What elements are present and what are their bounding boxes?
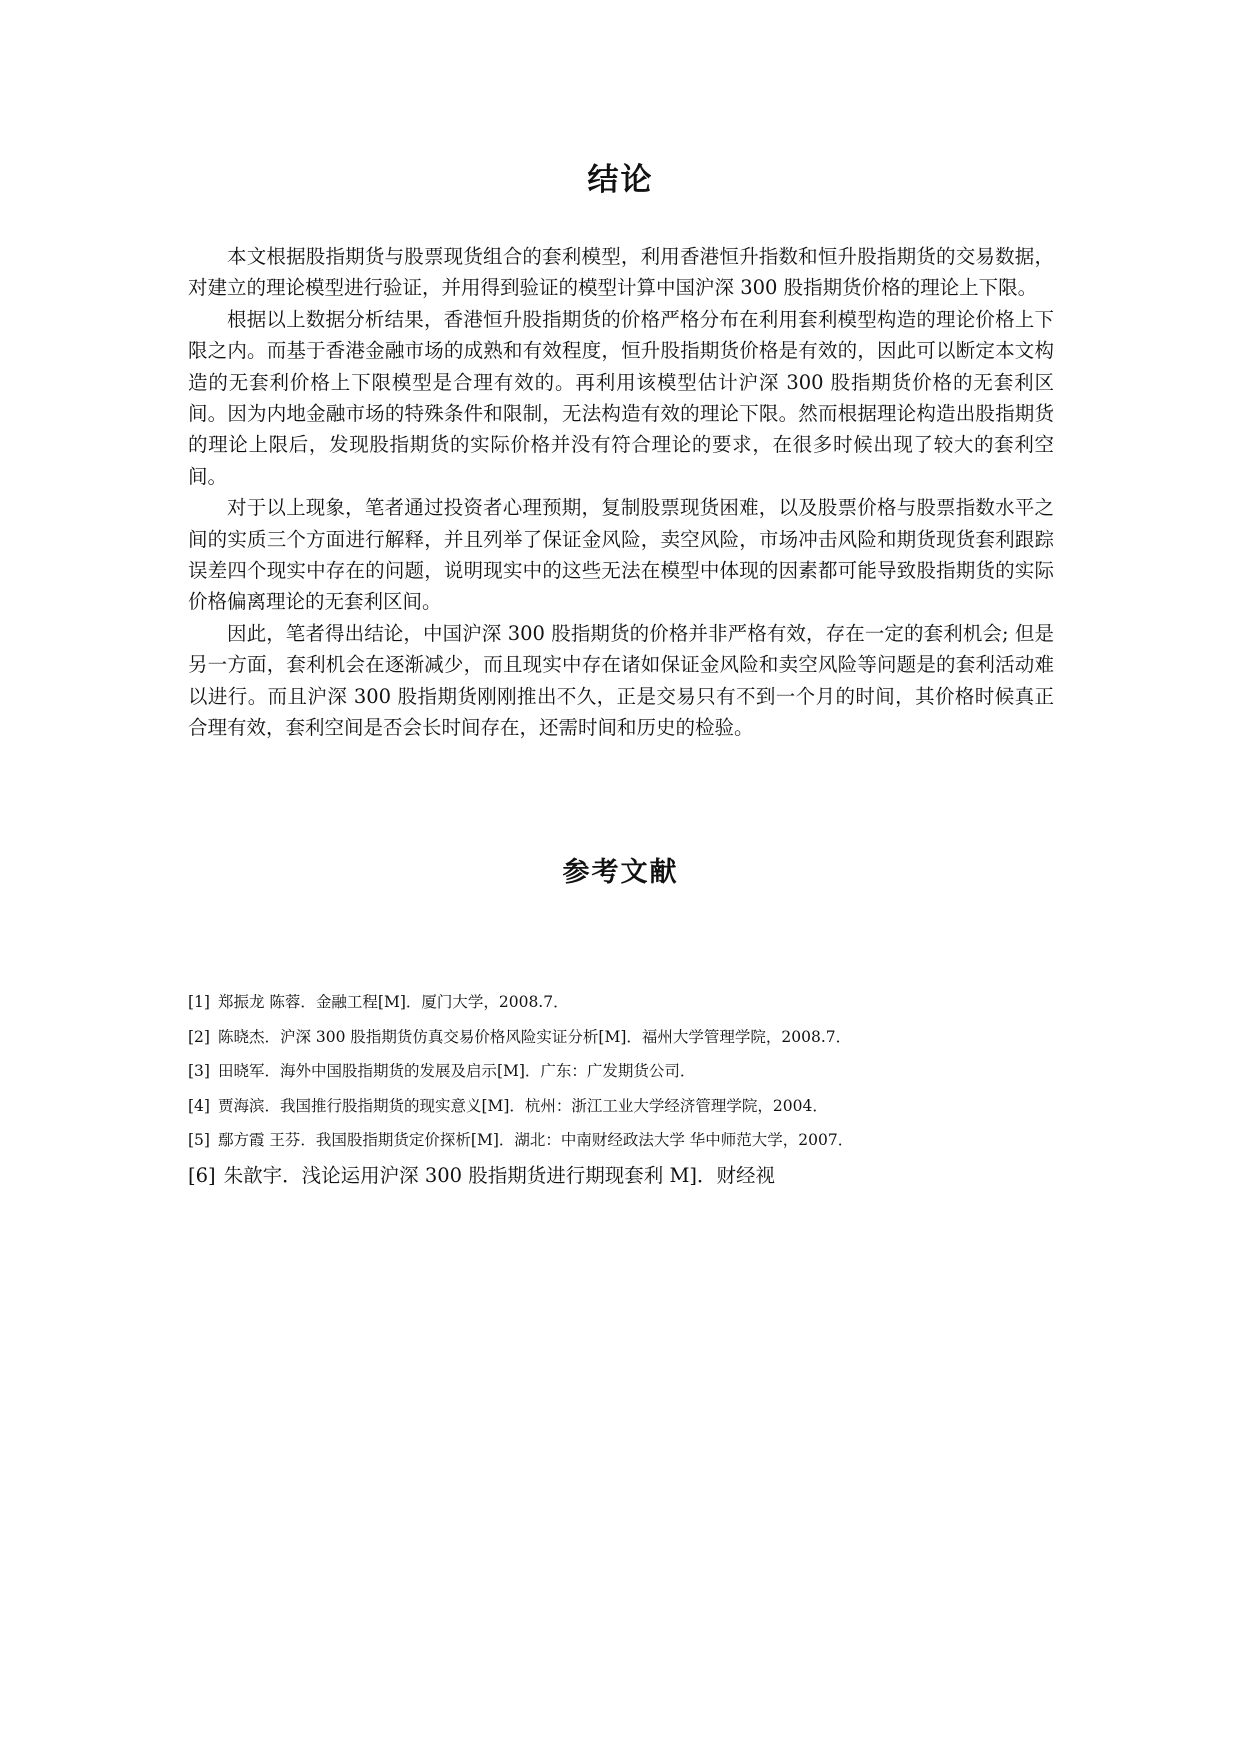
reference-text: 朱歆宇．浅论运用沪深 300 股指期货进行期现套利 M]．财经视 — [223, 1163, 776, 1187]
reference-text: 陈晓杰．沪深 300 股指期货仿真交易价格风险实证分析[M]．福州大学管理学院，2008.7． — [217, 1027, 852, 1046]
reference-item-2 — [188, 1027, 1054, 1047]
references-heading: 参考文献 — [562, 857, 679, 888]
conclusion-paragraph-4: 因此，笔者得出结论，中国沪深 300 股指期货的价格并非严格有效，存在一定的套利机会; 但是另一方面，套利机会在逐渐减少，而且现实中存在诸如保证金风险和卖空风险等问题是的套利活动难以进行。而且沪深 300 股指期货刚刚推出不久，正是交易只有不到一个月的时间，其价格时候真正合理有效，套利空间是否会长时间存在，还需时间和历史的检验。 — [188, 621, 1054, 740]
reference-item-3 — [188, 1061, 1054, 1081]
conclusion-paragraph-2: 根据以上数据分析结果，香港恒升股指期货的价格严格分布在利用套利模型构造的理论价格上下限之内。而基于香港金融市场的成熟和有效程度，恒升股指期货价格是有效的，因此可以断定本文构造的无套利价格上下限模型是合理有效的。再利用该模型估计沪深 300 股指期货价格的无套利区间。因为内地金融市场的特殊条件和限制，无法构造有效的理论下限。然而根据理论构造出股指期货的理论上限后，发现股指期货的实际价格并没有符合理论的要求，在很多时候出现了较大的套利空间。 — [188, 307, 1054, 488]
reference-number: [3] — [188, 1062, 210, 1080]
reference-text: 贾海滨．我国推行股指期货的现实意义[M]．杭州：浙江工业大学经济管理学院，2004． — [217, 1096, 828, 1115]
conclusion-paragraph-3: 对于以上现象，笔者通过投资者心理预期，复制股票现货困难，以及股票价格与股票指数水平之间的实质三个方面进行解释，并且列举了保证金风险，卖空风险，市场冲击风险和期货现货套利跟踪误差四个现实中存在的问题，说明现实中的这些无法在模型中体现的因素都可能导致股指期货的实际价格偏离理论的无套利区间。 — [188, 496, 1054, 614]
reference-item-1 — [188, 992, 1054, 1012]
conclusion-paragraph-1: 本文根据股指期货与股票现货组合的套利模型，利用香港恒升指数和恒升股指期货的交易数据，对建立的理论模型进行验证，并用得到验证的模型计算中国沪深 300 股指期货价格的理论上下限。 — [188, 245, 1054, 300]
reference-item-6 — [188, 1163, 1054, 1189]
reference-text: 田晓军．海外中国股指期货的发展及启示[M]．广东：广发期货公司． — [217, 1062, 696, 1080]
reference-number: [1] — [188, 993, 210, 1011]
reference-text: 鄢方霞 王芬．我国股指期货定价探析[M]．湖北：中南财经政法大学 华中师范大学，2007． — [217, 1131, 854, 1149]
reference-item-4 — [188, 1096, 1054, 1116]
reference-list — [188, 992, 1054, 1203]
reference-text: 郑振龙 陈蓉．金融工程[M]．厦门大学，2008.7． — [217, 993, 569, 1011]
conclusion-heading: 结论 — [587, 162, 654, 198]
reference-number: [4] — [188, 1096, 210, 1115]
reference-number: [6] — [188, 1163, 216, 1187]
reference-number: [5] — [188, 1131, 210, 1149]
conclusion-body — [188, 241, 1054, 744]
reference-item-5 — [188, 1130, 1054, 1150]
reference-number: [2] — [188, 1027, 210, 1046]
